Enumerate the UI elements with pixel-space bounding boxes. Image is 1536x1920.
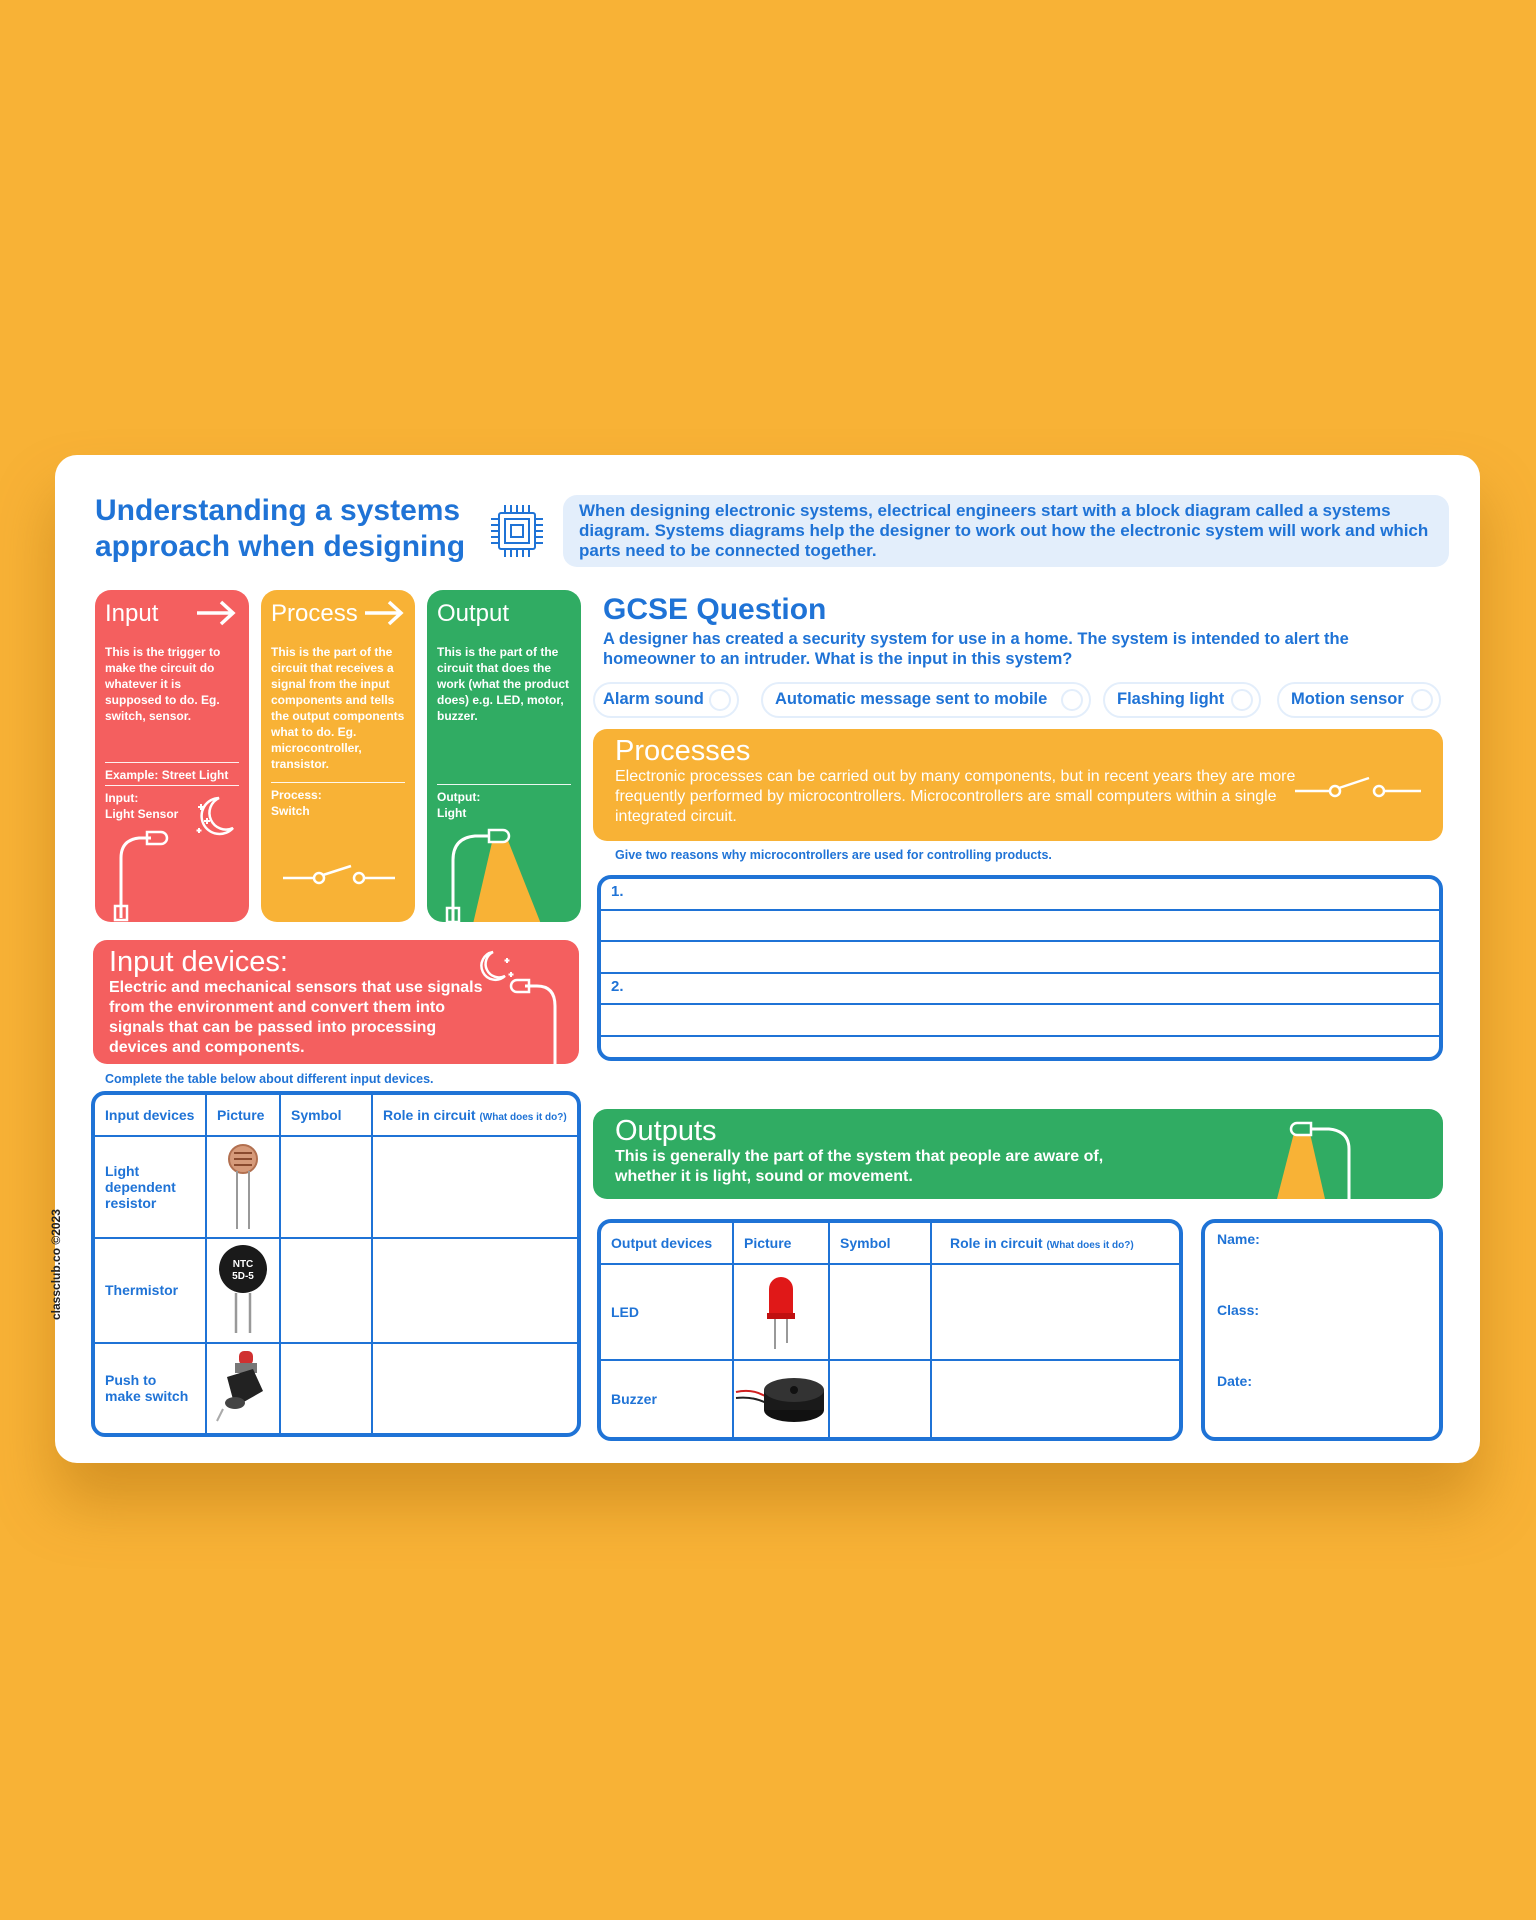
lamp-beam-icon xyxy=(441,820,551,922)
processes-hint: Give two reasons why microcontrollers are used for controlling products. xyxy=(615,848,1052,862)
class-label[interactable]: Class: xyxy=(1217,1302,1260,1318)
input-devices-table xyxy=(91,1091,581,1437)
process-example-value: Switch xyxy=(271,804,310,818)
moon-stars-icon xyxy=(193,794,239,840)
input-heading: Input xyxy=(105,600,159,627)
outputs-banner xyxy=(593,1109,1443,1199)
push-switch-picture xyxy=(206,1343,280,1433)
push-switch-icon xyxy=(213,1347,273,1427)
col-symbol: Symbol xyxy=(829,1223,931,1264)
thermistor-picture xyxy=(206,1238,280,1342)
symbol-cell[interactable] xyxy=(829,1360,931,1437)
microchip-icon xyxy=(487,501,547,561)
option-motion-sensor[interactable]: Motion sensor xyxy=(1277,682,1441,718)
output-devices-table xyxy=(597,1219,1183,1441)
answer-box[interactable] xyxy=(597,875,1443,1061)
col-picture: Picture xyxy=(733,1223,829,1264)
col-input-devices: Input devices xyxy=(95,1095,206,1136)
symbol-cell[interactable] xyxy=(829,1264,931,1360)
option-automatic-message[interactable]: Automatic message sent to mobile xyxy=(761,682,1091,718)
moon-lamp-icon xyxy=(463,948,573,1064)
processes-text: Electronic processes can be carried out by many components, but in recent years they are more frequently performed by microcontrollers. Microcontrollers are small computers within a single integrated circuit. xyxy=(615,768,1296,825)
ldr-icon xyxy=(218,1141,268,1231)
role-cell[interactable] xyxy=(931,1264,1179,1360)
input-description: This is the trigger to make the circuit do whatever it is supposed to do. Eg. switch, sensor. xyxy=(105,645,221,723)
device-name: LED xyxy=(601,1264,733,1360)
input-example-label: Input: xyxy=(105,791,139,805)
thermistor-icon xyxy=(215,1243,271,1335)
svg-text:5D-5: 5D-5 xyxy=(232,1270,254,1282)
outputs-text: This is generally the part of the system that people are aware of, whether it is light, sound or movement. xyxy=(615,1148,1104,1185)
gcse-heading: GCSE Question xyxy=(603,593,827,626)
role-cell[interactable] xyxy=(372,1238,577,1342)
copyright-credit: classclub.co ©2023 xyxy=(49,1209,63,1320)
col-picture: Picture xyxy=(206,1095,280,1136)
worksheet xyxy=(49,455,1480,1463)
role-cell[interactable] xyxy=(372,1136,577,1238)
answer-line-2[interactable]: 2. xyxy=(601,974,1439,1006)
col-role: Role in circuit (What does it do?) xyxy=(931,1223,1179,1264)
table-row xyxy=(601,1264,1179,1360)
radio-icon[interactable] xyxy=(1061,689,1083,711)
input-example-value: Light Sensor xyxy=(105,807,179,821)
output-example-label: Output: xyxy=(437,790,481,804)
symbol-cell[interactable] xyxy=(280,1343,372,1433)
arrow-right-icon xyxy=(195,600,237,626)
intro-text: When designing electronic systems, electrical engineers start with a block diagram called a systems diagram. Systems diagrams help the designer to work out how the electronic system will work and which parts need to be connected together. xyxy=(563,495,1449,567)
arrow-right-icon xyxy=(363,600,405,626)
radio-icon[interactable] xyxy=(709,689,731,711)
table-row xyxy=(95,1343,577,1433)
radio-icon[interactable] xyxy=(1231,689,1253,711)
role-cell[interactable] xyxy=(372,1343,577,1433)
input-devices-text: Electric and mechanical sensors that use signals from the environment and convert them into signals that can be passed into processing devices and components. xyxy=(109,979,483,1056)
table-row xyxy=(95,1136,577,1238)
answer-line-1[interactable]: 1. xyxy=(601,879,1439,911)
process-block xyxy=(261,590,415,922)
example-label: Example: Street Light xyxy=(105,768,229,782)
input-table-hint: Complete the table below about different input devices. xyxy=(105,1072,434,1086)
device-name: Thermistor xyxy=(95,1238,206,1342)
ldr-picture xyxy=(206,1136,280,1238)
input-devices-heading: Input devices: xyxy=(109,946,288,978)
input-block xyxy=(95,590,249,922)
col-role: Role in circuit (What does it do?) xyxy=(372,1095,577,1136)
process-description: This is the part of the circuit that receives a signal from the input components and tells the output components what to do. Eg. microcontroller, transistor. xyxy=(271,645,405,771)
device-name: Buzzer xyxy=(601,1360,733,1437)
option-alarm-sound[interactable]: Alarm sound xyxy=(593,682,739,718)
buzzer-picture xyxy=(733,1360,829,1437)
answer-line[interactable] xyxy=(601,942,1439,974)
input-devices-banner xyxy=(93,940,579,1064)
output-description: This is the part of the circuit that does the work (what the product does) e.g. LED, motor, buzzer. xyxy=(437,645,569,723)
buzzer-icon xyxy=(734,1366,828,1430)
device-name: Push to make switch xyxy=(95,1343,206,1433)
answer-line[interactable] xyxy=(601,1005,1439,1037)
switch-symbol-icon xyxy=(1293,775,1423,801)
name-label[interactable]: Name: xyxy=(1217,1231,1260,1247)
processes-banner xyxy=(593,729,1443,841)
gcse-question: A designer has created a security system for use in a home. The system is intended to alert the homeowner to an intruder. What is the input in this system? xyxy=(603,630,1349,668)
process-example-label: Process: xyxy=(271,788,322,802)
processes-heading: Processes xyxy=(615,735,751,767)
page-title: Understanding a systems approach when designing xyxy=(95,494,466,563)
answer-line[interactable] xyxy=(601,911,1439,943)
street-lamp-icon xyxy=(103,818,173,922)
led-icon xyxy=(761,1271,801,1351)
switch-symbol-icon xyxy=(281,862,397,886)
answer-line[interactable] xyxy=(601,1037,1439,1062)
student-details-box xyxy=(1201,1219,1443,1441)
option-flashing-light[interactable]: Flashing light xyxy=(1103,682,1261,718)
output-heading: Output xyxy=(437,600,510,627)
col-symbol: Symbol xyxy=(280,1095,372,1136)
radio-icon[interactable] xyxy=(1411,689,1433,711)
col-output-devices: Output devices xyxy=(601,1223,733,1264)
table-row xyxy=(95,1238,577,1342)
lamp-beam-icon xyxy=(1273,1119,1363,1199)
outputs-heading: Outputs xyxy=(615,1115,717,1147)
led-picture xyxy=(733,1264,829,1360)
output-example-value: Light xyxy=(437,806,467,820)
table-row xyxy=(601,1360,1179,1437)
process-heading: Process xyxy=(271,600,358,627)
svg-text:NTC: NTC xyxy=(232,1258,254,1270)
symbol-cell[interactable] xyxy=(280,1238,372,1342)
symbol-cell[interactable] xyxy=(280,1136,372,1238)
output-block xyxy=(427,590,581,922)
date-label[interactable]: Date: xyxy=(1217,1373,1253,1389)
device-name: Light dependent resistor xyxy=(95,1136,206,1238)
role-cell[interactable] xyxy=(931,1360,1179,1437)
